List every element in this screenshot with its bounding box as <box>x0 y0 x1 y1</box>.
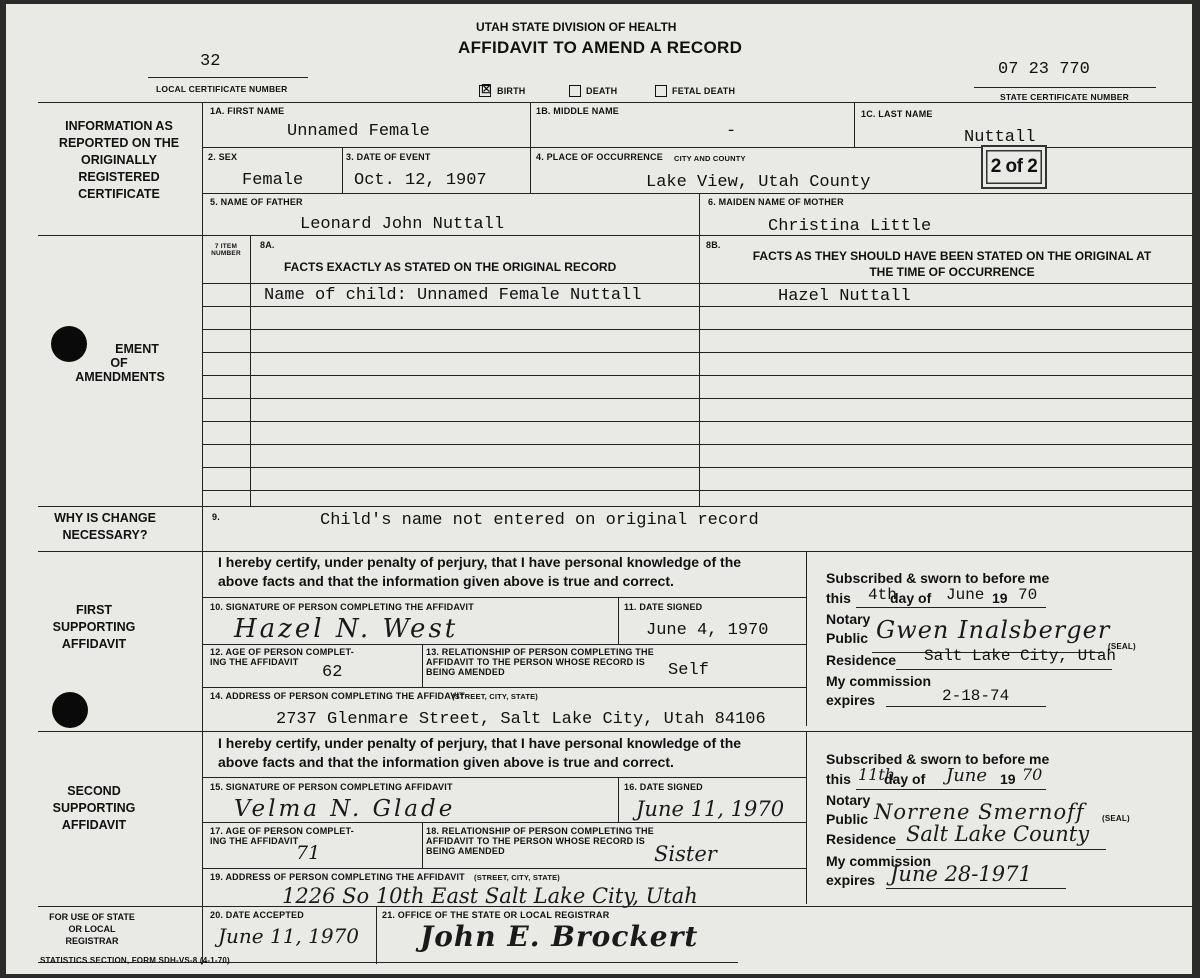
second-age-value: 71 <box>296 842 321 864</box>
second-date-label: 16. DATE SIGNED <box>624 782 703 792</box>
last-name-label: 1C. LAST NAME <box>861 109 933 119</box>
mother-value: Christina Little <box>768 217 932 236</box>
first-day-of-label: day of <box>890 590 932 606</box>
second-relationship-value: Sister <box>654 842 717 866</box>
first-notary-signature: Gwen Inalsberger <box>876 616 1111 644</box>
original-section-label: INFORMATION AS REPORTED ON THE ORIGINALLY REGISTERED CERTIFICATE <box>58 119 180 201</box>
second-residence-label: Residence <box>826 831 897 847</box>
death-checkbox[interactable] <box>569 85 581 97</box>
first-this-label: this <box>826 590 851 606</box>
first-subscribed-text: Subscribed & sworn to before me <box>826 570 1050 586</box>
local-certificate-label: LOCAL CERTIFICATE NUMBER <box>156 84 288 94</box>
second-certify-text: I hereby certify, under penalty of perjury, that I have personal knowledge of the above facts and that the information given above is true and correct. <box>218 735 742 770</box>
second-seal-label: (SEAL) <box>1102 814 1130 823</box>
date-accepted-label: 20. DATE ACCEPTED <box>210 910 304 920</box>
place-value: Lake View, Utah County <box>646 173 871 192</box>
date-accepted-value: June 11, 1970 <box>218 924 360 948</box>
punch-hole-bottom <box>52 692 88 728</box>
second-notary-day: 11th <box>858 765 896 784</box>
state-certificate-label: STATE CERTIFICATE NUMBER <box>1000 92 1129 102</box>
father-label: 5. NAME OF FATHER <box>210 197 303 207</box>
second-notary-year: 70 <box>1022 765 1043 784</box>
date-of-event-value: Oct. 12, 1907 <box>354 171 487 190</box>
place-sublabel: CITY AND COUNTY <box>674 154 746 163</box>
birth-checkbox-label: BIRTH <box>497 86 526 96</box>
second-subscribed-text: Subscribed & sworn to before me <box>826 751 1050 767</box>
second-commission-label: My commission expires <box>826 853 932 888</box>
second-affidavit-label: SECOND SUPPORTING AFFIDAVIT <box>52 784 136 832</box>
col-8b-title: FACTS AS THEY SHOULD HAVE BEEN STATED ON THE ORIGINAL AT THE TIME OF OCCURRENCE <box>752 249 1152 279</box>
page-stamp-text: 2 of 2 <box>990 156 1038 177</box>
first-seal-label: (SEAL) <box>1108 642 1136 651</box>
second-signature: Velma N. Glade <box>234 796 456 822</box>
second-residence-value: Salt Lake County <box>906 822 1090 846</box>
agency-name: UTAH STATE DIVISION OF HEALTH <box>476 20 677 34</box>
first-notary-public-label: Notary Public <box>826 611 871 646</box>
statement-label-part: EMENT <box>115 342 159 356</box>
second-address-sublabel: (STREET, CITY, STATE) <box>474 873 561 882</box>
first-age-label: 12. AGE OF PERSON COMPLET- ING THE AFFIDAVIT <box>210 647 354 667</box>
second-commission-expires: June 28-1971 <box>890 862 1032 886</box>
first-residence-label: Residence <box>826 652 897 668</box>
middle-name-label: 1B. MIDDLE NAME <box>536 106 620 116</box>
first-date-label: 11. DATE SIGNED <box>624 602 703 612</box>
form-footer: STATISTICS SECTION, FORM SDH-VS-8 (4-1-70) <box>40 956 230 965</box>
birth-check-mark: ☒ <box>481 82 492 96</box>
father-value: Leonard John Nuttall <box>300 215 505 234</box>
local-certificate-number: 32 <box>200 52 221 71</box>
second-address-value: 1226 So 10th East Salt Lake City, Utah <box>282 884 698 908</box>
registrar-office-label: 21. OFFICE OF THE STATE OR LOCAL REGISTRAR <box>382 910 610 920</box>
first-address-value: 2737 Glenmare Street, Salt Lake City, Utah 84106 <box>276 710 766 729</box>
second-this-label: this <box>826 771 851 787</box>
registrar-section-label: FOR USE OF STATE OR LOCAL REGISTRAR <box>49 912 135 946</box>
first-affidavit-label: FIRST SUPPORTING AFFIDAVIT <box>52 603 136 651</box>
first-age-value: 62 <box>322 663 343 682</box>
second-relationship-label: 18. RELATIONSHIP OF PERSON COMPLETING THE AFFIDAVIT TO THE PERSON WHOSE RECORD IS BEING AMENDED <box>426 826 654 856</box>
first-residence-value: Salt Lake City, Utah <box>924 647 1117 665</box>
fetal-death-checkbox-label: FETAL DEATH <box>672 86 736 96</box>
reason-text: Child's name not entered on original record <box>320 511 759 530</box>
why-section-label: WHY IS CHANGE NECESSARY? <box>54 511 156 542</box>
first-address-label: 14. ADDRESS OF PERSON COMPLETING THE AFFIDAVIT <box>210 691 465 701</box>
form-title: AFFIDAVIT TO AMEND A RECORD <box>458 38 743 57</box>
sex-label: 2. SEX <box>208 152 238 162</box>
registrar-signature: John E. Brockert <box>420 920 699 953</box>
state-certificate-number: 07 23 770 <box>998 60 1090 79</box>
first-name-value: Unnamed Female <box>287 122 430 141</box>
second-notary-month: June <box>946 765 988 786</box>
col-8b-number: 8B. <box>706 240 721 250</box>
first-notary-day: 4th <box>868 586 897 604</box>
sex-value: Female <box>242 171 304 190</box>
second-address-label: 19. ADDRESS OF PERSON COMPLETING THE AFFIDAVIT <box>210 872 465 882</box>
amendment-corrected-value: Hazel Nuttall <box>778 287 911 306</box>
first-date-value: June 4, 1970 <box>646 621 769 640</box>
death-checkbox-label: DEATH <box>586 86 618 96</box>
first-commission-label: My commission expires <box>826 673 932 708</box>
col-8a-title: FACTS EXACTLY AS STATED ON THE ORIGINAL RECORD <box>284 260 617 274</box>
first-relationship-label: 13. RELATIONSHIP OF PERSON COMPLETING THE AFFIDAVIT TO THE PERSON WHOSE RECORD IS BEING AMENDED <box>426 647 654 677</box>
first-relationship-value: Self <box>668 661 709 680</box>
second-age-label: 17. AGE OF PERSON COMPLET- ING THE AFFIDAVIT <box>210 826 354 846</box>
first-signature: Hazel N. West <box>234 614 459 644</box>
amendments-label: AMENDMENTS <box>75 370 165 384</box>
second-notary-public-label: Notary Public <box>826 792 871 827</box>
amendment-original-value: Name of child: Unnamed Female Nuttall <box>264 286 642 305</box>
mother-label: 6. MAIDEN NAME OF MOTHER <box>708 197 844 207</box>
affidavit-form <box>6 4 1192 974</box>
first-notary-year: 70 <box>1018 586 1038 604</box>
reason-number: 9. <box>212 512 220 522</box>
punch-hole-top <box>51 326 87 362</box>
first-year-prefix: 19 <box>992 590 1008 606</box>
page-stamp <box>981 145 1047 189</box>
middle-name-value: - <box>726 122 737 141</box>
date-of-event-label: 3. DATE OF EVENT <box>346 152 431 162</box>
first-name-label: 1A. FIRST NAME <box>210 106 285 116</box>
first-commission-expires: 2-18-74 <box>942 687 1010 705</box>
second-day-of-label: day of <box>884 771 926 787</box>
first-signature-label: 10. SIGNATURE OF PERSON COMPLETING THE AFFIDAVIT <box>210 602 474 612</box>
first-address-sublabel: (STREET, CITY, STATE) <box>452 692 539 701</box>
item-number-label: 7 ITEM NUMBER <box>211 243 241 257</box>
fetal-death-checkbox[interactable] <box>655 85 667 97</box>
place-label: 4. PLACE OF OCCURRENCE <box>536 152 663 162</box>
col-8a-number: 8A. <box>260 240 275 250</box>
last-name-value: Nuttall <box>964 128 1036 147</box>
statement-of-label: OF <box>110 356 128 370</box>
second-notary-signature: Norrene Smernoff <box>874 800 1085 824</box>
second-date-value: June 11, 1970 <box>636 797 785 821</box>
first-notary-month: June <box>946 586 985 604</box>
first-certify-text: I hereby certify, under penalty of perjury, that I have personal knowledge of the above facts and that the information given above is true and correct. <box>218 554 742 589</box>
second-signature-label: 15. SIGNATURE OF PERSON COMPLETING AFFIDAVIT <box>210 782 453 792</box>
second-year-prefix: 19 <box>1000 771 1016 787</box>
